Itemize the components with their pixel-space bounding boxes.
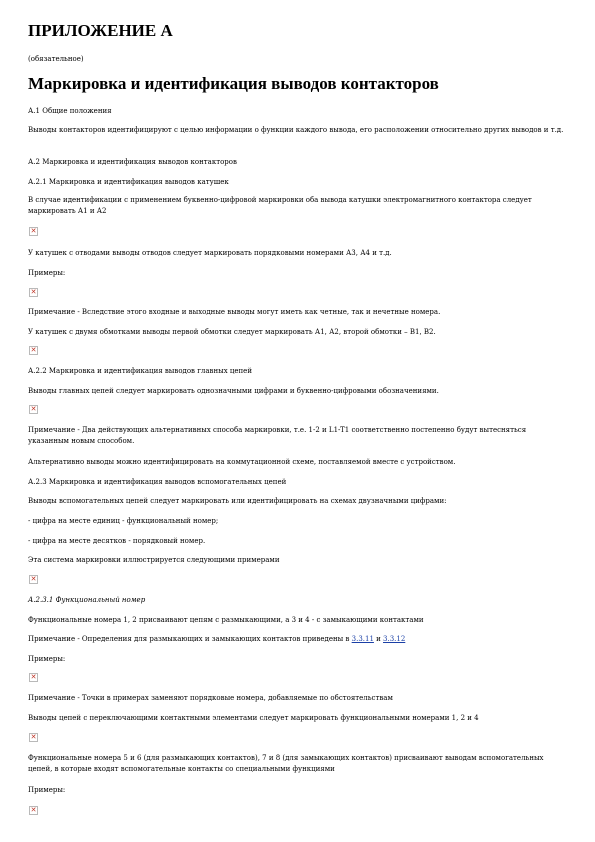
paragraph-coil-marking: В случае идентификации с применением буквенно-цифровой маркировки оба вывода катушки электромагнитного контактора следует маркировать А1 и А2	[28, 196, 532, 215]
paragraph-purpose: Выводы контакторов идентифицируют с целью информации о функции каждого вывода, его расположении относительно других выводов и т.д.	[28, 126, 564, 134]
paragraph-wiring-diagram: Альтернативно выводы можно идентифицировать на коммутационной схеме, поставляемой вместе с устройством.	[28, 458, 456, 466]
paragraph-coil-taps: У катушек с отводами выводы отводов следует маркировать порядковыми номерами А3, А4 и т.д.	[28, 249, 392, 257]
section-a231-heading: А.2.3.1 Функциональный номер	[28, 596, 146, 604]
section-a1-heading: А.1 Общие положения	[28, 107, 112, 115]
paragraph-changeover-contacts: Выводы цепей с переключающими контактными элементами следует маркировать функциональными номерами 1, 2 и 4	[28, 714, 479, 722]
broken-image-icon: ✕	[30, 806, 37, 814]
broken-image-icon: ✕	[30, 405, 37, 413]
note-odd-even: Примечание - Вследствие этого входные и выходные выводы могут иметь как четные, так и нечетные номера.	[28, 308, 441, 316]
section-a22-heading: А.2.2 Маркировка и идентификация выводов главных цепей	[28, 367, 252, 375]
examples-label: Примеры:	[28, 786, 66, 794]
list-item-tens: - цифра на месте десятков - порядковый номер.	[28, 537, 206, 545]
examples-label: Примеры:	[28, 269, 66, 277]
paragraph-special-functions: Функциональные номера 5 и 6 (для размыкающих контактов), 7 и 8 (для замыкающих контактов) присваивают выводам вспомогательных цепей, в которые входят вспомогательные контакты со специальными функциями	[28, 754, 544, 773]
mandatory-label: (обязательное)	[28, 55, 84, 63]
broken-image-icon: ✕	[30, 575, 37, 583]
section-a21-heading: А.2.1 Маркировка и идентификация выводов катушек	[28, 178, 229, 186]
paragraph-illustration: Эта система маркировки иллюстрируется следующими примерами	[28, 556, 280, 564]
note-alternative-marking: Примечание - Два действующих альтернативных способа маркировки, т.е. 1-2 и L1-T1 соответственно постепенно будут вытесняться указанным новым способом.	[28, 426, 527, 445]
examples-label: Примеры:	[28, 655, 66, 663]
broken-image-icon: ✕	[30, 733, 37, 741]
paragraph-functional-numbers: Функциональные номера 1, 2 присваивают цепям с размыкающими, а 3 и 4 - с замыкающими контактами	[28, 616, 424, 624]
paragraph-two-windings: У катушек с двумя обмотками выводы первой обмотки следует маркировать А1, А2, второй обмотки – В1, В2.	[28, 328, 436, 336]
note-dots: Примечание - Точки в примерах заменяют порядковые номера, добавляемые по обстоятельствам	[28, 694, 393, 702]
link-3-3-11[interactable]: 3.3.11	[351, 635, 374, 643]
section-a23-heading: А.2.3 Маркировка и идентификация выводов вспомогательных цепей	[28, 478, 287, 486]
list-item-units: - цифра на месте единиц - функциональный номер;	[28, 517, 219, 525]
broken-image-icon: ✕	[30, 227, 37, 235]
broken-image-icon: ✕	[30, 673, 37, 681]
document-title: Маркировка и идентификация выводов контакторов	[28, 74, 439, 93]
appendix-heading: ПРИЛОЖЕНИЕ А	[28, 21, 173, 40]
broken-image-icon: ✕	[30, 288, 37, 296]
broken-image-icon: ✕	[30, 346, 37, 354]
section-a2-heading: А.2 Маркировка и идентификация выводов контакторов	[28, 158, 237, 166]
note-definitions: Примечание - Определения для размыкающих и замыкающих контактов приведены в 3.3.11 и 3.3.12	[28, 635, 406, 643]
link-3-3-12[interactable]: 3.3.12	[383, 635, 406, 643]
paragraph-main-circuits: Выводы главных цепей следует маркировать однозначными цифрами и буквенно-цифровыми обозначениями.	[28, 387, 439, 395]
paragraph-auxiliary-circuits: Выводы вспомогательных цепей следует маркировать или идентифицировать на схемах двузначными цифрами:	[28, 497, 447, 505]
